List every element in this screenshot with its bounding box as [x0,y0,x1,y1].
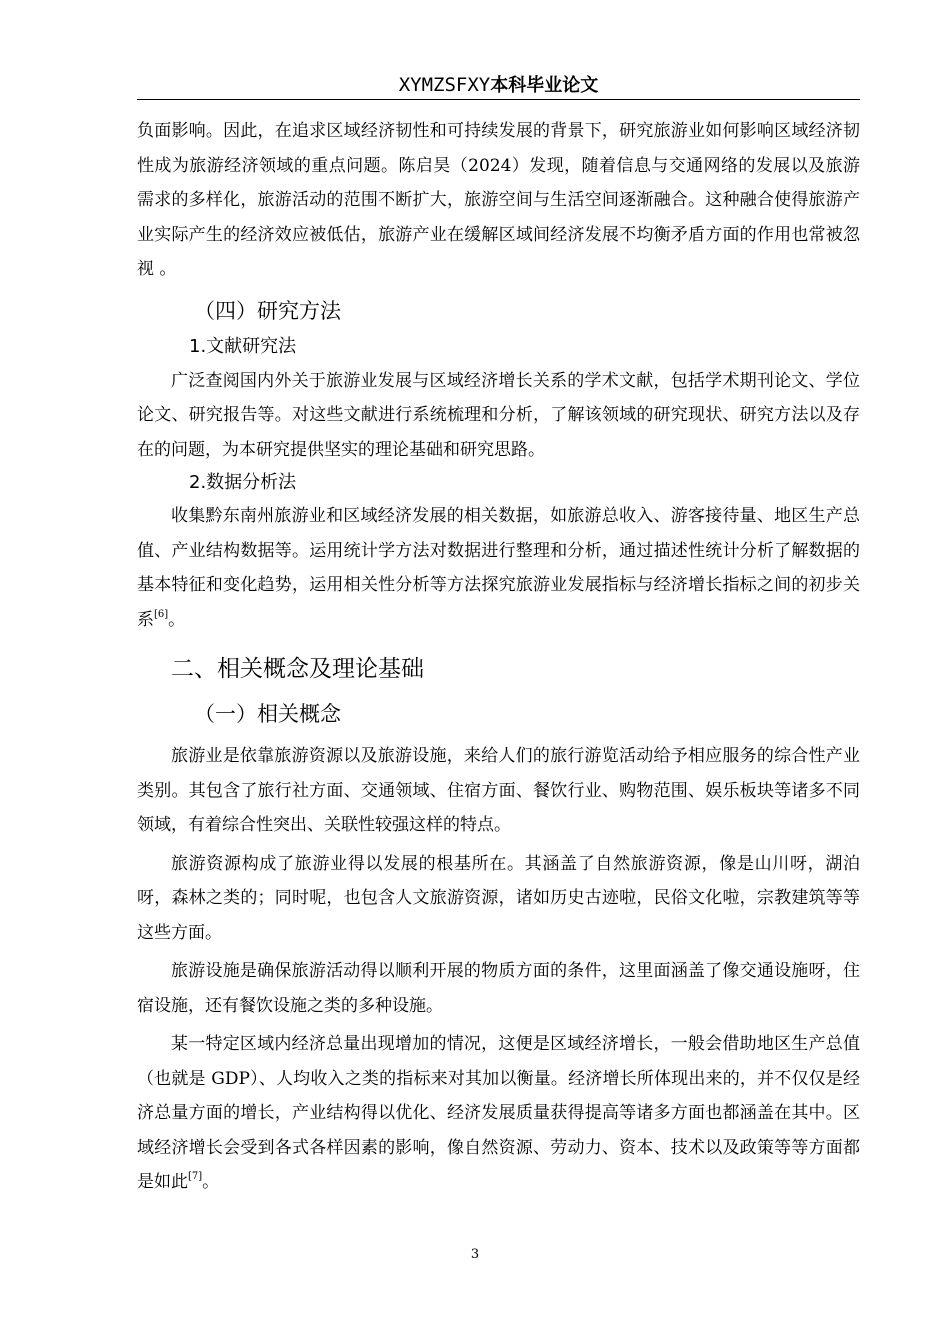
citation-7: [7] [188,1171,203,1182]
section-heading-concepts: （一）相关概念 [194,702,341,726]
chapter-heading-2: 二、相关概念及理论基础 [171,656,424,682]
citation-6: [6] [154,608,169,620]
paragraph-regional-growth-end: 。 [202,1172,220,1192]
running-header [137,70,860,98]
header-title: 本科毕业论文 [490,75,599,96]
section-heading-methods: （四）研究方法 [194,298,341,323]
paragraph-intro-continued: 负面影响。因此，在追求区域经济韧性和可持续发展的背景下，研究旅游业如何影响区域经济韧性成为旅游经济领域的重点问题。陈启昊（2024）发现，随着信息与交通网络的发展以及旅游需求的多样化，旅游活动的范围不断扩大，旅游空间与生活空间逐渐融合。这种融合使得旅游产业实际产生的经济效应被低估，旅游产业在缓解区域间经济发展不均衡矛盾方面的作用也常被忽视 。 [137,121,860,279]
paragraph-tourism-resources: 旅游资源构成了旅游业得以发展的根基所在。其涵盖了自然旅游资源，像是山川呀，湖泊呀，森林之类的；同时呢，也包含人文旅游资源，诸如历史古迹啦，民俗文化啦，宗教建筑等等这些方面。 [137,853,860,943]
paragraph-regional-growth [137,1027,860,1200]
paragraph-tourism-industry: 旅游业是依靠旅游资源以及旅游设施，来给人们的旅行游览活动给予相应服务的综合性产业类别。其包含了旅行社方面、交通领域、住宿方面、餐饮行业、购物范围、娱乐板块等诸多不同领域，有着综合性突出、关联性较强这样的特点。 [137,746,860,835]
paragraph-tourism-facilities: 旅游设施是确保旅游活动得以顺利开展的物质方面的条件，这里面涵盖了像交通设施呀，住宿设施，还有餐饮设施之类的多种设施。 [137,961,860,1016]
subheading-literature-method: 1.文献研究法 [189,335,297,357]
paragraph-regional-growth-text: 某一特定区域内经济总量出现增加的情况，这便是区域经济增长，一般会借助地区生产总值（也就是 GDP）、人均收入之类的指标来对其加以衡量。经济增长所体现出来的，并不仅仅是经济总量方面的增长，产业结构得以优化、经济发展质量获得提高等诸多方面也都涵盖在其中。区域经济增长会受到各式各样因素的影响，像自然资源、劳动力、资本、技术以及政策等等方面都是如此 [137,1034,860,1192]
paragraph-data-method [137,499,860,637]
header-rule [137,99,860,100]
body-content [137,114,860,1200]
paragraph-literature-method: 广泛查阅国内外关于旅游业发展与区域经济增长关系的学术文献，包括学术期刊论文、学位论文、研究报告等。对这些文献进行系统梳理和分析，了解该领域的研究现状、研究方法以及存在的问题，为本研究提供坚实的理论基础和研究思路。 [137,370,860,460]
paragraph-data-end: 。 [168,609,186,630]
subheading-data-method: 2.数据分析法 [189,472,297,493]
header-code: XYMZSFXY [398,74,491,96]
page-number: 3 [470,1247,480,1262]
paragraph-data-text: 收集黔东南州旅游业和区域经济发展的相关数据，如旅游总收入、游客接待量、地区生产总值、产业结构数据等。运用统计学方法对数据进行整理和分析，通过描述性统计分析了解数据的基本特征和变化趋势，运用相关性分析等方法探究旅游业发展指标与经济增长指标之间的初步关系 [137,506,860,630]
